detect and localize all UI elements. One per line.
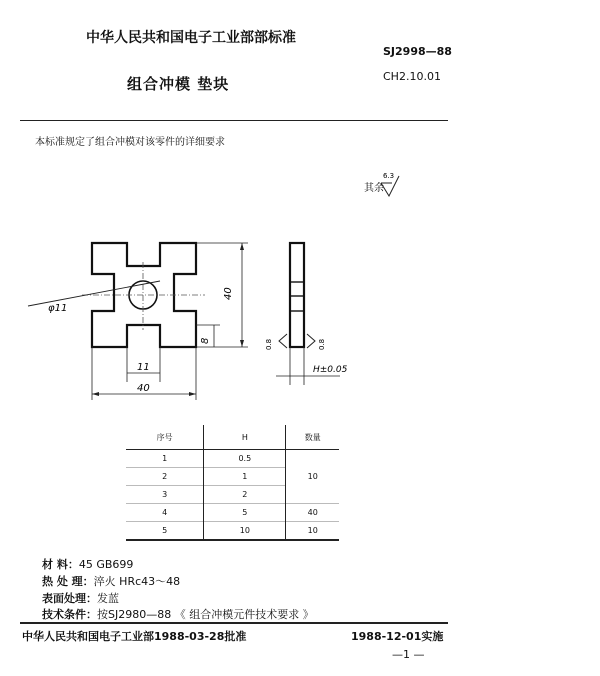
- spec-value: 按SJ2980—88 《 组合冲模元件技术要求 》: [97, 608, 314, 621]
- table-row: [126, 522, 339, 541]
- scope-text: 本标准规定了组合冲模对该零件的详细要求: [35, 137, 225, 148]
- cell-no: 4: [126, 504, 204, 522]
- col-header-qty: 数量: [286, 425, 339, 450]
- standard-number: SJ2998—88: [383, 45, 452, 58]
- roughness-value: 6.3: [383, 172, 395, 180]
- effective-date: 1988-12-01实施: [351, 630, 444, 643]
- cell-h: 2: [204, 486, 286, 504]
- cell-qty: 10: [286, 522, 339, 541]
- cell-no: 2: [126, 468, 204, 486]
- side-roughness-left: 0.8: [265, 338, 273, 350]
- issuing-org: 中华人民共和国电子工业部部标准: [86, 30, 296, 46]
- document-title: 组合冲模 垫块: [127, 75, 230, 93]
- dim-height-label: 40: [223, 287, 234, 300]
- table-row: [126, 504, 339, 522]
- side-view: [290, 243, 304, 347]
- spec-surface-treatment: [42, 590, 119, 606]
- cell-qty-merged: 10: [286, 450, 339, 504]
- spec-value: 45 GB699: [78, 558, 134, 571]
- cell-no: 5: [126, 522, 204, 541]
- cell-no: 1: [126, 450, 204, 468]
- spec-material: [42, 556, 133, 572]
- cell-h: 5: [204, 504, 286, 522]
- cell-h: 10: [204, 522, 286, 541]
- dim-slot-depth-label: 8: [200, 337, 211, 344]
- roughness-note: 其余: [364, 183, 384, 194]
- col-header-h: H: [204, 425, 286, 450]
- cell-no: 3: [126, 486, 204, 504]
- cell-h: 1: [204, 468, 286, 486]
- dim-hole-label: φ11: [48, 303, 68, 314]
- table-row: [126, 450, 339, 468]
- size-table: [126, 425, 339, 541]
- page-number: —1 —: [392, 648, 425, 661]
- spec-label: 技术条件：: [42, 608, 97, 621]
- side-roughness-right: 0.8: [318, 338, 326, 350]
- spec-heat-treatment: [42, 573, 180, 589]
- spec-technical-conditions: [42, 606, 314, 622]
- footer-rule: [20, 622, 448, 624]
- spec-label: 材 料：: [42, 558, 79, 571]
- col-header-no: 序号: [126, 425, 204, 450]
- thickness-tolerance: H±0.05: [313, 365, 348, 375]
- cell-qty: 40: [286, 504, 339, 522]
- part-code: CH2.10.01: [383, 70, 441, 83]
- dim-slot-width-label: 11: [137, 362, 150, 373]
- dim-width-label: 40: [137, 383, 150, 394]
- spec-label: 热 处 理：: [42, 575, 94, 588]
- cell-h: 0.5: [204, 450, 286, 468]
- spec-value: 淬火 HRc43～48: [93, 575, 181, 588]
- spec-value: 发蓝: [97, 592, 119, 605]
- spec-label: 表面处理：: [42, 592, 97, 605]
- approval-statement: 中华人民共和国电子工业部1988-03-28批准: [22, 630, 247, 643]
- table-header-row: [126, 425, 339, 450]
